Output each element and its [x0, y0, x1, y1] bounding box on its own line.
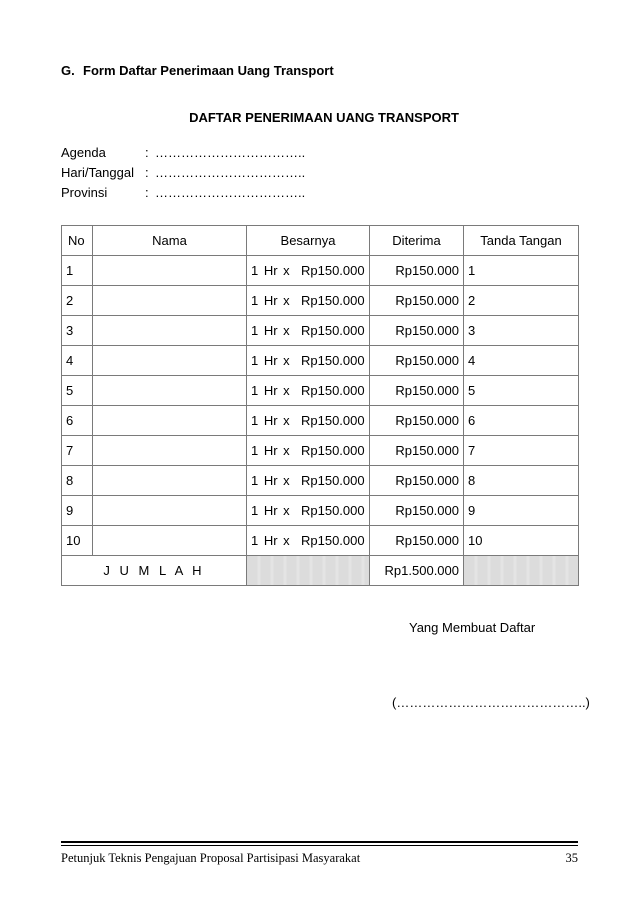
- cell-diterima: Rp150.000: [370, 286, 464, 316]
- cell-no: 4: [62, 346, 93, 376]
- cell-no: 6: [62, 406, 93, 436]
- cell-hr: 1 Hr x: [251, 323, 290, 338]
- cell-amount: Rp150.000: [301, 383, 365, 398]
- cell-diterima: Rp150.000: [370, 256, 464, 286]
- cell-tanda-tangan[interactable]: 5: [464, 376, 579, 406]
- meta-colon: :: [145, 145, 149, 160]
- table-row: [62, 436, 579, 466]
- document-title: DAFTAR PENERIMAAN UANG TRANSPORT: [189, 110, 459, 125]
- cell-diterima: Rp150.000: [370, 316, 464, 346]
- cell-hr: 1 Hr x: [251, 473, 290, 488]
- table-row: [62, 526, 579, 556]
- signer-caption: Yang Membuat Daftar: [409, 620, 536, 635]
- cell-no: 2: [62, 286, 93, 316]
- meta-colon: :: [145, 185, 149, 200]
- table-row: [62, 376, 579, 406]
- header-diterima: Diterima: [370, 226, 464, 256]
- total-shaded-cell: [247, 556, 370, 586]
- cell-hr: 1 Hr x: [251, 413, 290, 428]
- cell-amount: Rp150.000: [301, 533, 365, 548]
- meta-label: Hari/Tanggal: [61, 165, 134, 180]
- page-number: 35: [565, 851, 578, 865]
- cell-diterima: Rp150.000: [370, 376, 464, 406]
- table-row: [62, 256, 579, 286]
- cell-hr: 1 Hr x: [251, 293, 290, 308]
- cell-besarnya: [247, 316, 370, 346]
- cell-tanda-tangan[interactable]: 8: [464, 466, 579, 496]
- cell-amount: Rp150.000: [301, 323, 365, 338]
- cell-tanda-tangan[interactable]: 3: [464, 316, 579, 346]
- cell-hr: 1 Hr x: [251, 533, 290, 548]
- cell-diterima: Rp150.000: [370, 346, 464, 376]
- section-title: Form Daftar Penerimaan Uang Transport: [83, 63, 334, 78]
- cell-hr: 1 Hr x: [251, 503, 290, 518]
- table-row: [62, 466, 579, 496]
- cell-diterima: Rp150.000: [370, 496, 464, 526]
- meta-row-agenda: [61, 143, 305, 163]
- cell-besarnya: [247, 526, 370, 556]
- cell-no: 5: [62, 376, 93, 406]
- cell-hr: 1 Hr x: [251, 443, 290, 458]
- cell-no: 10: [62, 526, 93, 556]
- cell-diterima: Rp150.000: [370, 406, 464, 436]
- cell-no: 3: [62, 316, 93, 346]
- table-total-row: [62, 556, 579, 586]
- cell-nama[interactable]: [93, 256, 247, 286]
- cell-tanda-tangan[interactable]: 2: [464, 286, 579, 316]
- cell-amount: Rp150.000: [301, 263, 365, 278]
- section-heading: [61, 63, 334, 78]
- meta-row-province: [61, 183, 305, 203]
- cell-hr: 1 Hr x: [251, 383, 290, 398]
- cell-besarnya: [247, 406, 370, 436]
- header-besarnya: Besarnya: [247, 226, 370, 256]
- signature-shaded-cell: [464, 556, 579, 586]
- cell-besarnya: [247, 436, 370, 466]
- cell-amount: Rp150.000: [301, 413, 365, 428]
- cell-amount: Rp150.000: [301, 503, 365, 518]
- cell-besarnya: [247, 346, 370, 376]
- cell-hr: 1 Hr x: [251, 263, 290, 278]
- cell-tanda-tangan[interactable]: 6: [464, 406, 579, 436]
- cell-tanda-tangan[interactable]: 1: [464, 256, 579, 286]
- total-value: Rp1.500.000: [370, 556, 464, 586]
- meta-label: Provinsi: [61, 185, 108, 200]
- cell-besarnya: [247, 466, 370, 496]
- cell-nama[interactable]: [93, 376, 247, 406]
- cell-nama[interactable]: [93, 466, 247, 496]
- cell-nama[interactable]: [93, 406, 247, 436]
- cell-nama[interactable]: [93, 526, 247, 556]
- cell-no: 8: [62, 466, 93, 496]
- cell-nama[interactable]: [93, 436, 247, 466]
- cell-nama[interactable]: [93, 316, 247, 346]
- cell-no: 1: [62, 256, 93, 286]
- cell-tanda-tangan[interactable]: 10: [464, 526, 579, 556]
- header-tanda-tangan: Tanda Tangan: [464, 226, 579, 256]
- meta-colon: :: [145, 165, 149, 180]
- cell-no: 9: [62, 496, 93, 526]
- cell-amount: Rp150.000: [301, 293, 365, 308]
- footer-text: Petunjuk Teknis Pengajuan Proposal Partisipasi Masyarakat: [61, 851, 361, 865]
- header-nama: Nama: [93, 226, 247, 256]
- section-letter: G.: [61, 63, 75, 78]
- cell-amount: Rp150.000: [301, 353, 365, 368]
- cell-tanda-tangan[interactable]: 9: [464, 496, 579, 526]
- footer-rule: [61, 841, 578, 843]
- cell-tanda-tangan[interactable]: 7: [464, 436, 579, 466]
- table-row: [62, 316, 579, 346]
- header-no: No: [62, 226, 93, 256]
- table-row: [62, 286, 579, 316]
- cell-besarnya: [247, 256, 370, 286]
- meta-value: ……………………………..: [155, 185, 306, 200]
- cell-diterima: Rp150.000: [370, 436, 464, 466]
- signature-line: (……………………………………..): [392, 695, 590, 710]
- meta-block: [61, 143, 305, 203]
- cell-no: 7: [62, 436, 93, 466]
- table-row: [62, 496, 579, 526]
- cell-besarnya: [247, 496, 370, 526]
- jumlah-label: J U M L A H: [62, 556, 247, 586]
- cell-diterima: Rp150.000: [370, 466, 464, 496]
- cell-besarnya: [247, 286, 370, 316]
- meta-value: ……………………………..: [155, 165, 306, 180]
- cell-nama[interactable]: [93, 286, 247, 316]
- cell-hr: 1 Hr x: [251, 353, 290, 368]
- cell-nama[interactable]: [93, 346, 247, 376]
- cell-amount: Rp150.000: [301, 443, 365, 458]
- meta-row-date: [61, 163, 305, 183]
- footer-rule-thin: [61, 845, 578, 846]
- cell-besarnya: [247, 376, 370, 406]
- cell-nama[interactable]: [93, 496, 247, 526]
- table-header-row: [62, 226, 579, 256]
- transport-table: [61, 225, 579, 586]
- cell-amount: Rp150.000: [301, 473, 365, 488]
- table-row: [62, 346, 579, 376]
- meta-value: ……………………………..: [155, 145, 306, 160]
- cell-diterima: Rp150.000: [370, 526, 464, 556]
- table-row: [62, 406, 579, 436]
- cell-tanda-tangan[interactable]: 4: [464, 346, 579, 376]
- meta-label: Agenda: [61, 145, 106, 160]
